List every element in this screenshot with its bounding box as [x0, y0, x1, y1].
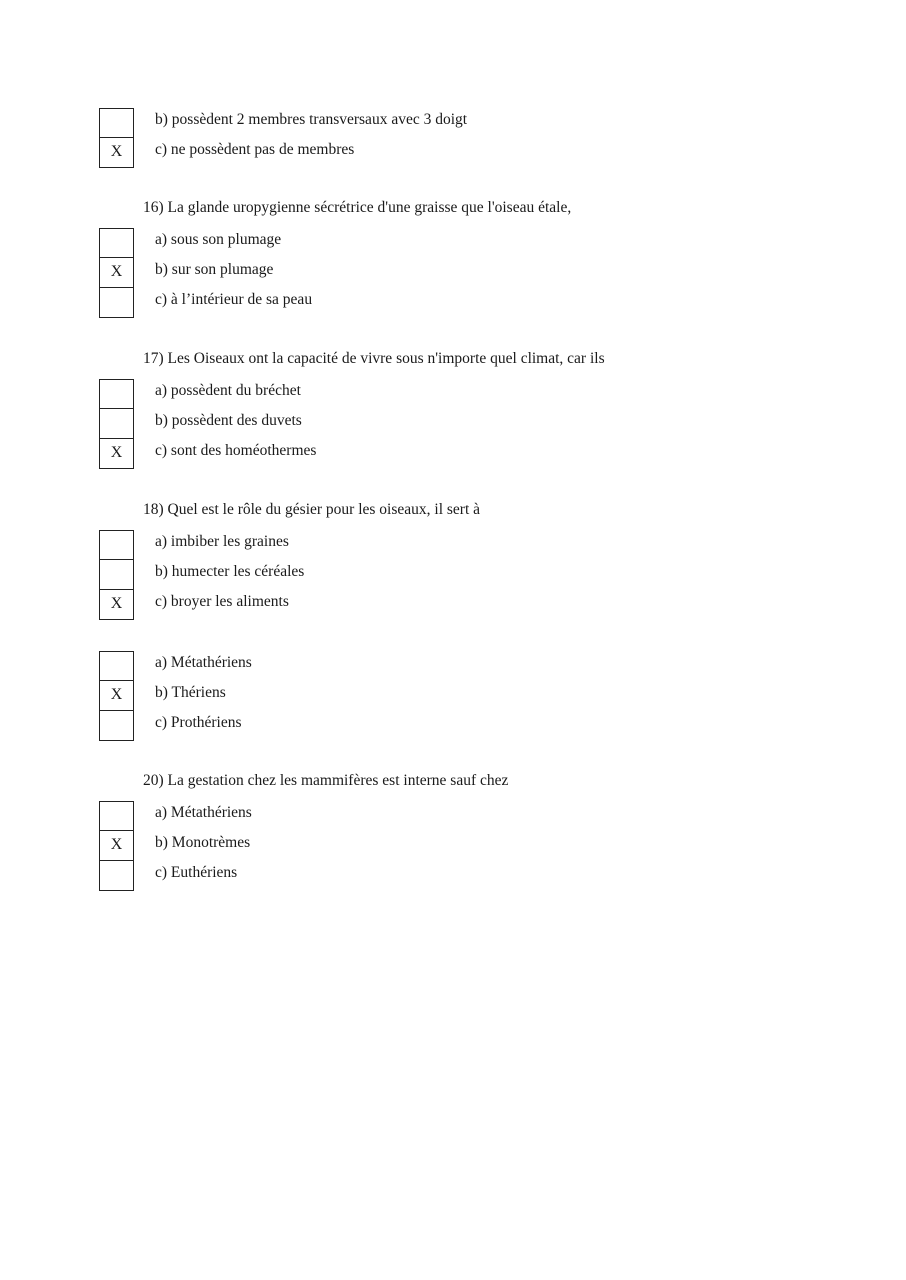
option-label: c) à l’intérieur de sa peau — [155, 291, 313, 308]
option-row — [99, 530, 799, 560]
option-row — [99, 831, 799, 861]
answer-checkbox[interactable] — [99, 560, 134, 590]
option-row — [99, 288, 799, 318]
option-label: b) possèdent 2 membres transversaux avec 3 doigt — [155, 111, 468, 128]
question-16-block — [99, 198, 799, 318]
question-17-block — [99, 349, 799, 469]
option-row — [99, 138, 799, 168]
answer-checkbox[interactable]: X — [99, 439, 134, 469]
option-row — [99, 801, 799, 831]
option-row — [99, 409, 799, 439]
answer-checkbox[interactable]: X — [99, 258, 134, 288]
answer-checkbox[interactable]: X — [99, 681, 134, 711]
answer-checkbox[interactable] — [99, 228, 134, 258]
question-text: 20) La gestation chez les mammifères est interne sauf chez — [143, 772, 509, 789]
option-row — [99, 590, 799, 620]
question-20-block — [99, 771, 799, 891]
answer-checkbox[interactable] — [99, 651, 134, 681]
question-text: 16) La glande uropygienne sécrétrice d'une graisse que l'oiseau étale, — [143, 199, 572, 216]
option-label: c) Euthériens — [155, 864, 238, 881]
question-text: 18) Quel est le rôle du gésier pour les oiseaux, il sert à — [143, 501, 481, 518]
option-label: c) ne possèdent pas de membres — [155, 141, 355, 158]
answer-checkbox[interactable] — [99, 288, 134, 318]
option-label: a) imbiber les graines — [155, 533, 289, 550]
option-row — [99, 560, 799, 590]
option-label: a) Métathériens — [155, 804, 252, 821]
question-19-block — [99, 651, 799, 741]
option-label: b) possèdent des duvets — [155, 412, 302, 429]
answer-checkbox[interactable]: X — [99, 138, 134, 168]
option-row — [99, 439, 799, 469]
option-row — [99, 861, 799, 891]
answer-checkbox[interactable] — [99, 861, 134, 891]
answer-checkbox[interactable] — [99, 801, 134, 831]
question-18-block — [99, 500, 799, 620]
answer-checkbox[interactable]: X — [99, 590, 134, 620]
option-row — [99, 711, 799, 741]
option-label: a) sous son plumage — [155, 231, 282, 248]
option-row — [99, 379, 799, 409]
option-row — [99, 228, 799, 258]
option-label: b) Monotrèmes — [155, 834, 251, 851]
option-row — [99, 108, 799, 138]
option-label: c) sont des homéothermes — [155, 442, 317, 459]
option-label: c) broyer les aliments — [155, 593, 289, 610]
answer-checkbox[interactable] — [99, 108, 134, 138]
option-row — [99, 681, 799, 711]
option-label: b) humecter les céréales — [155, 563, 305, 580]
answer-checkbox[interactable]: X — [99, 831, 134, 861]
option-row — [99, 258, 799, 288]
question-text: 17) Les Oiseaux ont la capacité de vivre sous n'importe quel climat, car ils — [143, 350, 605, 367]
answer-checkbox[interactable] — [99, 409, 134, 439]
question-15-block — [99, 108, 799, 168]
option-row — [99, 651, 799, 681]
option-label: b) Thériens — [155, 684, 226, 701]
option-label: b) sur son plumage — [155, 261, 274, 278]
answer-checkbox[interactable] — [99, 711, 134, 741]
option-label: a) Métathériens — [155, 654, 252, 671]
answer-checkbox[interactable] — [99, 379, 134, 409]
option-label: c) Prothériens — [155, 714, 242, 731]
option-label: a) possèdent du bréchet — [155, 382, 301, 399]
answer-checkbox[interactable] — [99, 530, 134, 560]
